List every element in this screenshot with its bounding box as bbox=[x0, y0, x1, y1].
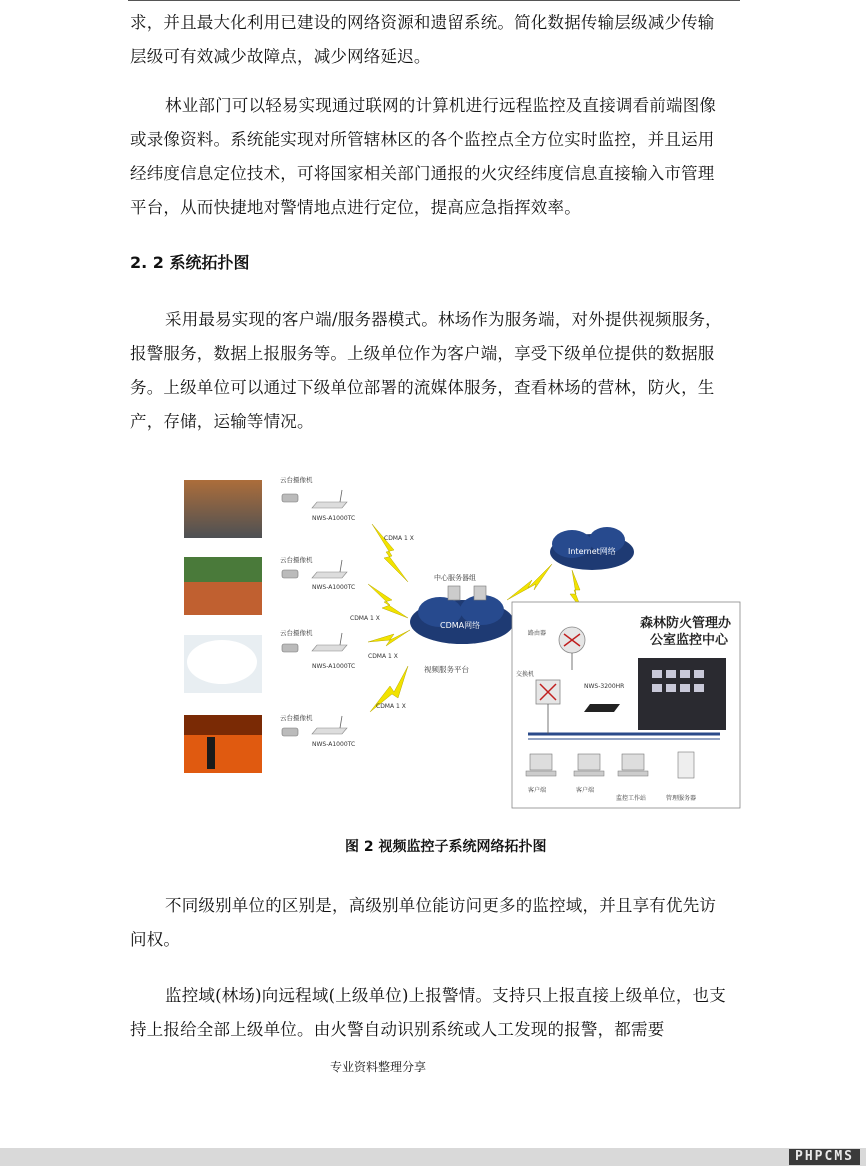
svg-text:NWS-A1000TC: NWS-A1000TC bbox=[312, 584, 356, 591]
camera-group-4 bbox=[280, 713, 355, 748]
paragraph-4: 不同级别单位的区别是，高级别单位能访问更多的监控域，并且享有优先访问权。 bbox=[130, 896, 717, 949]
network-topology-figure bbox=[172, 462, 772, 864]
top-rule bbox=[128, 0, 740, 1]
internet-cloud bbox=[550, 527, 634, 570]
paragraph-3: 采用最易实现的客户端/服务器模式。林场作为服务端，对外提供视频服务，报警服务，数据上报服务等。上级单位作为客户端，享受下级单位提供的数据服务。上级单位可以通过下级单位部署的流媒体服务，查看林场的营林，防火，生产，存储，运输等情况。 bbox=[130, 310, 722, 431]
svg-text:NWS-A1000TC: NWS-A1000TC bbox=[312, 663, 356, 670]
svg-text:视频服务平台: 视频服务平台 bbox=[424, 665, 469, 674]
svg-text:云台摄像机: 云台摄像机 bbox=[280, 476, 313, 484]
svg-text:交换机: 交换机 bbox=[516, 671, 535, 678]
server-icon bbox=[474, 586, 486, 600]
svg-text:CDMA网络: CDMA网络 bbox=[440, 621, 481, 630]
bottom-bar bbox=[0, 1148, 866, 1166]
footer-text: 专业资料整理分享 bbox=[330, 1060, 427, 1074]
svg-text:云台摄像机: 云台摄像机 bbox=[280, 556, 313, 564]
svg-text:客户端: 客户端 bbox=[528, 787, 547, 794]
wireless-link-3 bbox=[368, 630, 410, 646]
camera-group-1 bbox=[280, 475, 355, 522]
svg-text:云台摄像机: 云台摄像机 bbox=[280, 629, 313, 637]
encoder-icon bbox=[312, 502, 347, 508]
wireless-link-2 bbox=[368, 584, 408, 618]
video-wall-image bbox=[638, 658, 726, 730]
svg-text:NWS-3200HR: NWS-3200HR bbox=[584, 683, 625, 690]
svg-text:路由器: 路由器 bbox=[528, 630, 547, 637]
decoder-icon bbox=[584, 704, 620, 712]
paragraph-5: 监控域(林场)向远程域(上级单位)上报警情。支持只上报直接上级单位，也支持上报给全部上级单位。由火警自动识别系统或人工发现的报警，都需要 bbox=[130, 986, 726, 1039]
svg-text:Internet网络: Internet网络 bbox=[568, 547, 616, 556]
figure-caption: 图 2 视频监控子系统网络拓扑图 bbox=[345, 839, 547, 855]
wireless-link-1 bbox=[372, 524, 408, 582]
svg-text:云台摄像机: 云台摄像机 bbox=[280, 714, 313, 722]
wireless-link-5 bbox=[507, 564, 552, 600]
section-heading: 2. 2 系统拓扑图 bbox=[130, 253, 250, 272]
paragraph-1: 求，并且最大化利用已建设的网络资源和遗留系统。简化数据传输层级减少传输层级可有效减少故障点，减少网络延迟。 bbox=[130, 13, 715, 66]
svg-text:NWS-A1000TC: NWS-A1000TC bbox=[312, 741, 356, 748]
svg-text:CDMA 1 X: CDMA 1 X bbox=[368, 653, 398, 660]
brand-watermark: PHPCMS bbox=[789, 1149, 860, 1165]
camera-icon bbox=[282, 728, 298, 736]
svg-text:森林防火管理办: 森林防火管理办 bbox=[640, 616, 732, 631]
svg-text:NWS-A1000TC: NWS-A1000TC bbox=[312, 515, 356, 522]
encoder-icon bbox=[312, 645, 347, 651]
server-icon bbox=[448, 586, 460, 600]
camera-group-2 bbox=[280, 555, 355, 591]
svg-text:CDMA 1 X: CDMA 1 X bbox=[384, 535, 414, 542]
camera-group-3 bbox=[280, 628, 355, 670]
camera-icon bbox=[282, 570, 298, 578]
svg-text:管理服务器: 管理服务器 bbox=[666, 795, 697, 802]
svg-text:公室监控中心: 公室监控中心 bbox=[650, 633, 729, 648]
svg-text:监控工作站: 监控工作站 bbox=[616, 795, 647, 802]
svg-text:CDMA 1 X: CDMA 1 X bbox=[376, 703, 406, 710]
svg-text:客户端: 客户端 bbox=[576, 787, 595, 794]
cdma-cloud bbox=[410, 595, 514, 644]
encoder-icon bbox=[312, 572, 347, 578]
camera-icon bbox=[282, 644, 298, 652]
camera-icon bbox=[282, 494, 298, 502]
encoder-icon bbox=[312, 728, 347, 734]
svg-text:中心服务器组: 中心服务器组 bbox=[434, 574, 476, 582]
paragraph-2: 林业部门可以轻易实现通过联网的计算机进行远程监控及直接调看前端图像或录像资料。系统能实现对所管辖林区的各个监控点全方位实时监控，并且运用经纬度信息定位技术，可将国家相关部门通报的火灾经纬度信息直接输入市管理平台，从而快捷地对警情地点进行定位，提高应急指挥效率。 bbox=[130, 96, 717, 217]
svg-text:CDMA 1 X: CDMA 1 X bbox=[350, 615, 380, 622]
